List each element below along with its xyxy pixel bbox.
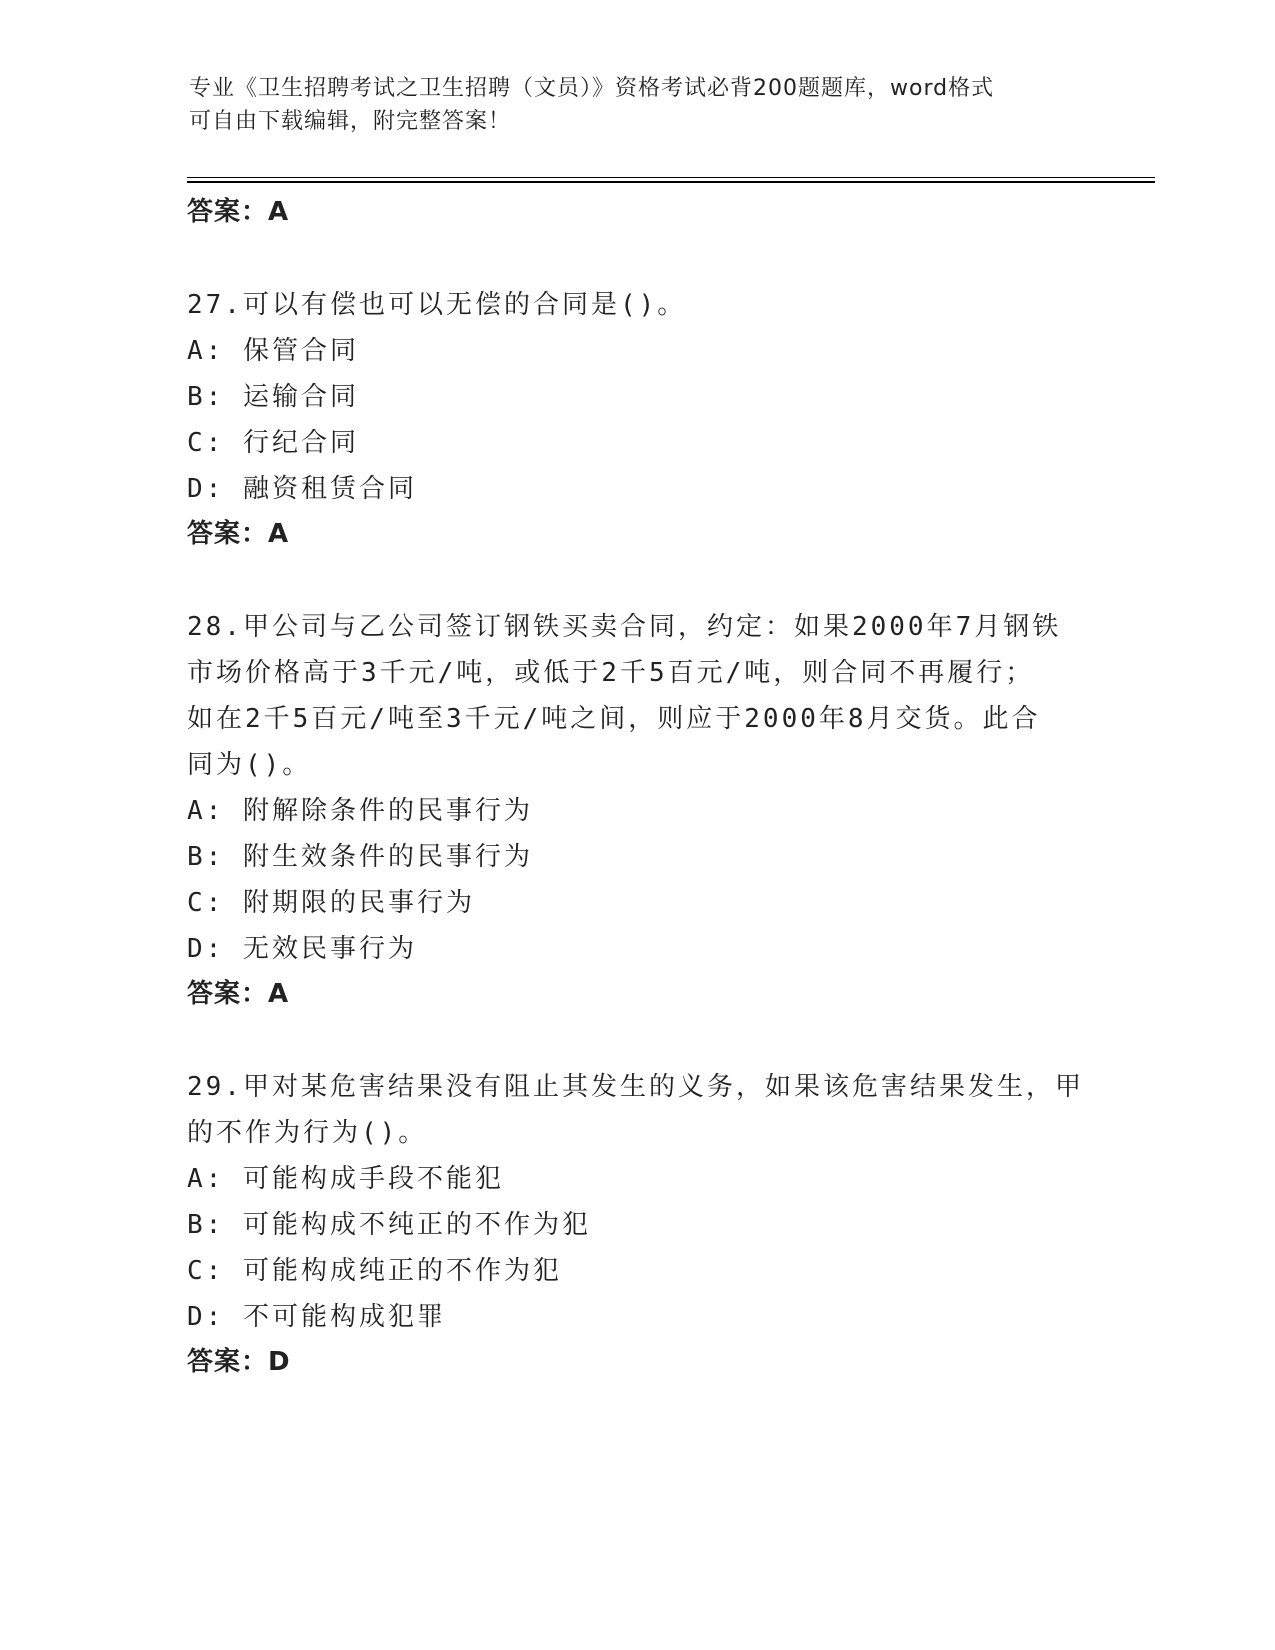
option-d: D: 无效民事行为 bbox=[187, 934, 417, 964]
option-c: C: 可能构成纯正的不作为犯 bbox=[187, 1256, 562, 1286]
question-stem: 同为()。 bbox=[187, 750, 312, 780]
option-d: D: 不可能构成犯罪 bbox=[187, 1302, 446, 1332]
header-line-1: 专业《卫生招聘考试之卫生招聘（文员）》资格考试必背200题题库，word格式 bbox=[189, 76, 995, 101]
question-28 bbox=[187, 604, 1107, 1016]
question-29 bbox=[187, 1064, 1107, 1384]
answer-line: 答案：A bbox=[187, 197, 290, 227]
header-line-2: 可自由下载编辑，附完整答案！ bbox=[189, 109, 512, 134]
option-b: B: 运输合同 bbox=[187, 382, 359, 412]
question-stem: 27.可以有偿也可以无偿的合同是()。 bbox=[187, 290, 687, 320]
question-stem: 市场价格高于3千元/吨，或低于2千5百元/吨，则合同不再履行； bbox=[187, 658, 1035, 688]
option-a: A: 可能构成手段不能犯 bbox=[187, 1164, 504, 1194]
option-a: A: 附解除条件的民事行为 bbox=[187, 796, 533, 826]
question-stem: 29.甲对某危害结果没有阻止其发生的义务，如果该危害结果发生，甲 bbox=[187, 1072, 1084, 1102]
header-divider-thick bbox=[187, 181, 1155, 183]
answer-line: 答案：D bbox=[187, 1347, 291, 1377]
question-stem: 28.甲公司与乙公司签订钢铁买卖合同，约定：如果2000年7月钢铁 bbox=[187, 612, 1062, 642]
question-27 bbox=[187, 282, 1107, 556]
option-c: C: 行纪合同 bbox=[187, 428, 359, 458]
document-body bbox=[187, 190, 1107, 1384]
option-a: A: 保管合同 bbox=[187, 336, 359, 366]
answer-line: 答案：A bbox=[187, 979, 290, 1009]
question-stem: 的不作为行为()。 bbox=[187, 1118, 428, 1148]
document-header bbox=[189, 72, 1089, 138]
answer-line: 答案：A bbox=[187, 519, 290, 549]
option-c: C: 附期限的民事行为 bbox=[187, 888, 475, 918]
option-d: D: 融资租赁合同 bbox=[187, 474, 417, 504]
header-divider-thin bbox=[187, 177, 1155, 178]
option-b: B: 附生效条件的民事行为 bbox=[187, 842, 533, 872]
question-stem: 如在2千5百元/吨至3千元/吨之间，则应于2000年8月交货。此合 bbox=[187, 704, 1041, 734]
option-b: B: 可能构成不纯正的不作为犯 bbox=[187, 1210, 591, 1240]
